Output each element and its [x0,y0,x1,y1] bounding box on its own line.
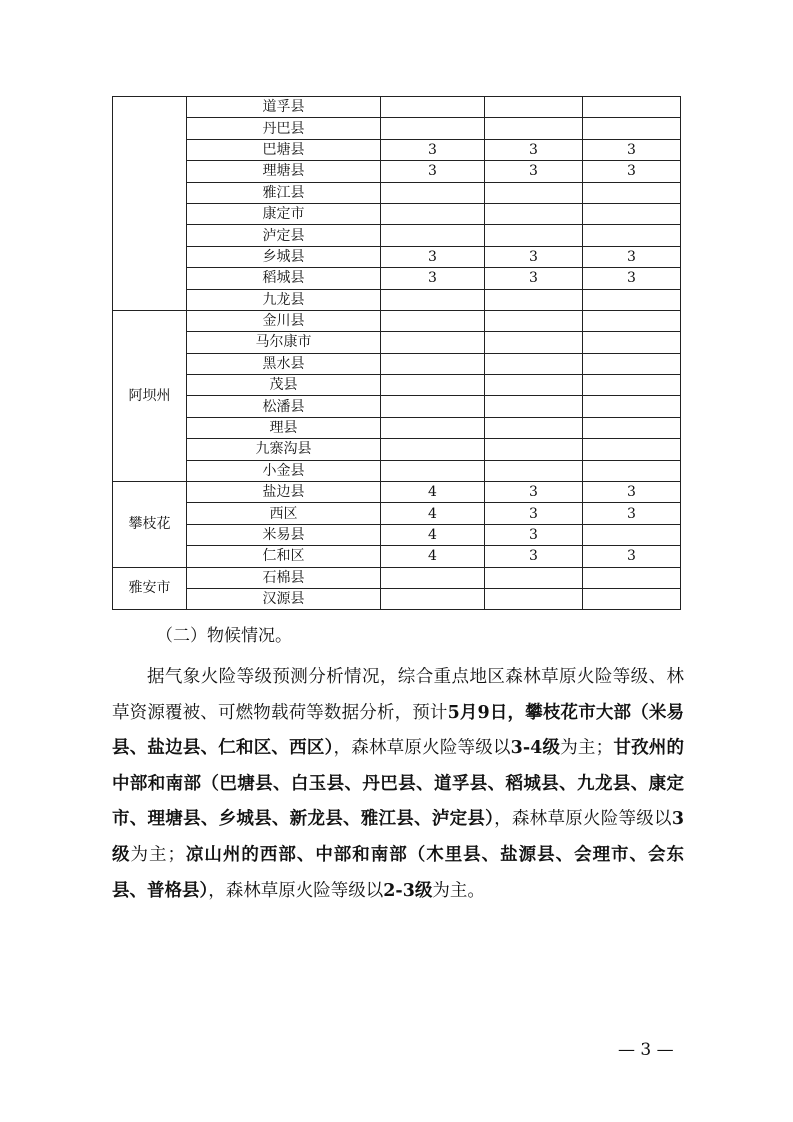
paragraph-text-run: ，森林草原火险等级以 [333,738,511,759]
county-cell: 小金县 [187,460,381,481]
table-row [113,310,681,331]
fire-risk-table [112,96,681,610]
risk-level-cell [381,97,485,118]
risk-level-cell: 3 [583,482,681,503]
risk-level-cell: 3 [485,546,583,567]
county-cell: 茂县 [187,375,381,396]
risk-level-cell [485,417,583,438]
paragraph-text-run: 据气象火险等级预测分析情况，综合重点地区森林草原火险等级、林草资源覆被、可燃物载荷等数据分析，预计 [112,667,684,723]
risk-level-cell: 3 [381,268,485,289]
table-row [113,567,681,588]
risk-level-cell: 3 [485,503,583,524]
risk-level-cell: 3 [485,268,583,289]
risk-level-cell: 4 [381,546,485,567]
risk-level-cell: 3 [485,524,583,545]
risk-level-cell [381,310,485,331]
risk-level-cell [583,588,681,609]
table-row [113,375,681,396]
risk-level-cell: 3 [381,246,485,267]
county-cell: 丹巴县 [187,118,381,139]
risk-level-cell: 3 [583,246,681,267]
county-cell: 康定市 [187,203,381,224]
table-row [113,182,681,203]
paragraph-bold-run: 甘孜州的中部和南部（巴塘县、白玉县、丹巴县、道孚县、稻城县、九龙县、康定市、理塘县、乡城县、新龙县、雅江县、泸定县） [112,738,685,830]
county-cell: 泸定县 [187,225,381,246]
risk-level-cell [583,310,681,331]
risk-level-cell: 3 [583,268,681,289]
table-row [113,203,681,224]
risk-level-cell [485,182,583,203]
risk-level-cell [485,396,583,417]
county-cell: 理县 [187,417,381,438]
risk-level-cell [583,203,681,224]
paragraph-bold-run: 3-4级 [510,738,561,759]
table-row [113,161,681,182]
risk-level-cell: 3 [485,161,583,182]
risk-level-cell [485,289,583,310]
county-cell: 稻城县 [187,268,381,289]
region-cell: 阿坝州 [113,310,187,481]
paragraph-bold-run: 5月9日，攀枝花市大部（米易县、盐边县、仁和区、西区） [112,702,685,759]
risk-level-cell [381,225,485,246]
risk-level-cell [381,118,485,139]
risk-level-cell [485,203,583,224]
county-cell: 黑水县 [187,353,381,374]
paragraph-bold-run: 凉山州的西部、中部和南部（木里县、盐源县、会理市、会东县、普格县） [112,844,685,901]
table-row [113,460,681,481]
risk-level-cell [381,375,485,396]
risk-level-cell [485,310,583,331]
risk-level-cell [583,460,681,481]
risk-level-cell [381,439,485,460]
fire-risk-table-body [113,97,681,610]
risk-level-cell [583,375,681,396]
table-row [113,503,681,524]
risk-level-cell: 3 [485,482,583,503]
table-row [113,118,681,139]
risk-level-cell [583,353,681,374]
table-row [113,588,681,609]
risk-level-cell [381,567,485,588]
forecast-paragraph [112,660,684,909]
risk-level-cell: 3 [583,546,681,567]
table-row [113,139,681,160]
county-cell: 巴塘县 [187,139,381,160]
paragraph-text-run: ，森林草原火险等级以 [208,880,384,901]
region-cell: 攀枝花 [113,482,187,568]
risk-level-cell: 3 [381,139,485,160]
county-cell: 石棉县 [187,567,381,588]
risk-level-cell [583,567,681,588]
region-cell: 雅安市 [113,567,187,610]
risk-level-cell [381,417,485,438]
table-row [113,332,681,353]
risk-level-cell [485,225,583,246]
risk-level-cell: 3 [583,139,681,160]
county-cell: 雅江县 [187,182,381,203]
risk-level-cell [583,396,681,417]
county-cell: 汉源县 [187,588,381,609]
risk-level-cell [381,203,485,224]
table-row [113,482,681,503]
risk-level-cell [381,332,485,353]
risk-level-cell: 3 [583,161,681,182]
county-cell: 米易县 [187,524,381,545]
county-cell: 西区 [187,503,381,524]
table-row [113,353,681,374]
risk-level-cell [583,289,681,310]
table-row [113,225,681,246]
county-cell: 九龙县 [187,289,381,310]
risk-level-cell [485,375,583,396]
county-cell: 乡城县 [187,246,381,267]
table-row [113,524,681,545]
paragraph-bold-run: 2-3级 [383,880,433,901]
county-cell: 金川县 [187,310,381,331]
risk-level-cell [485,353,583,374]
paragraph-text-run: 为主； [130,844,185,865]
risk-level-cell [583,118,681,139]
risk-level-cell: 3 [583,503,681,524]
risk-level-cell [381,588,485,609]
table-row [113,268,681,289]
risk-level-cell [485,118,583,139]
risk-level-cell: 4 [381,524,485,545]
risk-level-cell: 4 [381,503,485,524]
paragraph-text-run: 为主。 [432,880,485,901]
table-row [113,396,681,417]
section-title: （二）物候情况。 [156,626,292,646]
risk-level-cell [381,289,485,310]
risk-level-cell [381,396,485,417]
risk-level-cell [381,353,485,374]
county-cell: 马尔康市 [187,332,381,353]
region-cell [113,97,187,311]
risk-level-cell [583,439,681,460]
county-cell: 九寨沟县 [187,439,381,460]
county-cell: 盐边县 [187,482,381,503]
risk-level-cell [583,332,681,353]
risk-level-cell [381,182,485,203]
risk-level-cell [583,225,681,246]
table-row [113,246,681,267]
risk-level-cell: 4 [381,482,485,503]
county-cell: 理塘县 [187,161,381,182]
risk-level-cell [485,460,583,481]
risk-level-cell: 3 [485,246,583,267]
table-row [113,417,681,438]
risk-level-cell [485,567,583,588]
risk-level-cell [583,97,681,118]
county-cell: 仁和区 [187,546,381,567]
page-number: — 3 — [618,1040,674,1060]
paragraph-bold-run: 3级 [112,809,685,865]
paragraph-text-run: 为主； [560,738,614,759]
risk-level-cell [381,460,485,481]
risk-level-cell [485,588,583,609]
risk-level-cell [583,182,681,203]
risk-level-cell [485,97,583,118]
risk-level-cell: 3 [485,139,583,160]
table-row [113,97,681,118]
risk-level-cell [485,332,583,353]
county-cell: 道孚县 [187,97,381,118]
table-row [113,289,681,310]
county-cell: 松潘县 [187,396,381,417]
risk-level-cell [583,524,681,545]
paragraph-text-run: ，森林草原火险等级以 [494,809,672,830]
risk-level-cell: 3 [381,161,485,182]
risk-level-cell [485,439,583,460]
table-row [113,439,681,460]
risk-level-cell [583,417,681,438]
table-row [113,546,681,567]
